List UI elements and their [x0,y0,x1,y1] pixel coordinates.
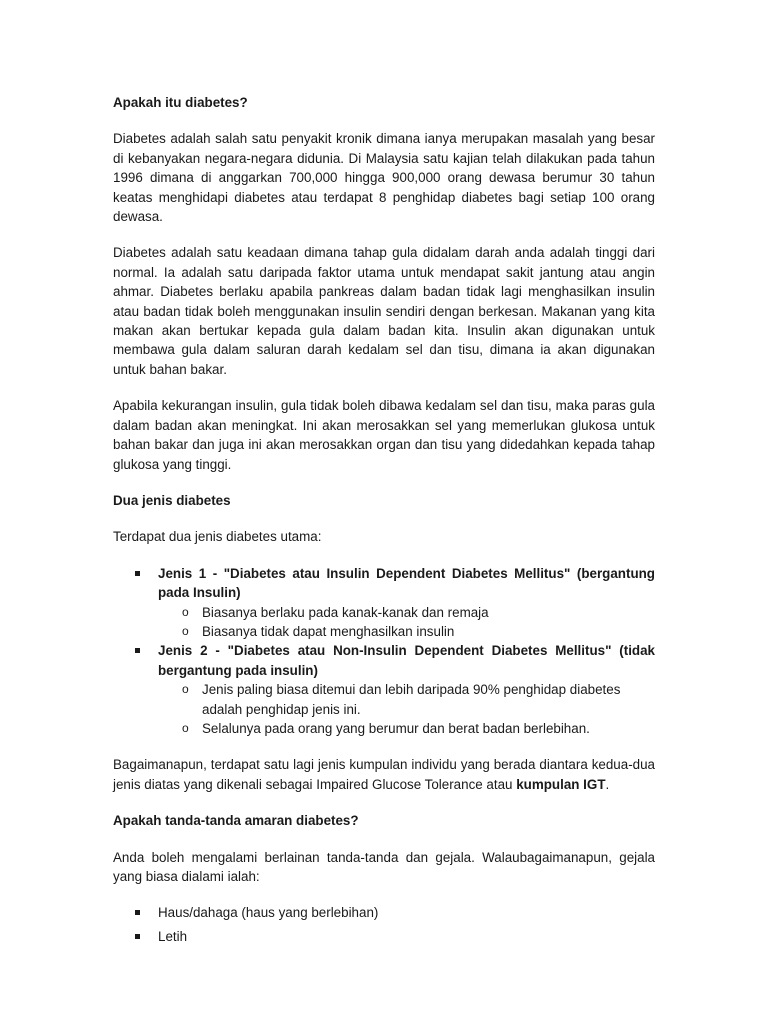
paragraph-igt [113,755,655,794]
list-item [158,680,655,719]
type-2-point-2: Selalunya pada orang yang berumur dan berat badan berlebihan. [202,720,590,736]
igt-end: . [605,776,610,792]
square-bullet-icon [135,648,140,653]
symptoms-list [113,903,655,946]
circle-bullet-icon: o [182,604,189,619]
list-item [113,927,655,946]
circle-bullet-icon: o [182,682,189,697]
list-item-type-1 [113,564,655,642]
symptom-1: Haus/dahaga (haus yang berlebihan) [158,905,379,921]
section-heading-two-types: Dua jenis diabetes [113,492,231,508]
type-2-point-1: Jenis paling biasa ditemui dan lebih daripada 90% penghidap diabetes adalah penghidap jenis ini. [202,682,621,717]
type-1-point-1: Biasanya berlaku pada kanak-kanak dan remaja [202,604,489,620]
document-page [113,93,655,950]
list-item [158,622,655,641]
paragraph-intro: Diabetes adalah salah satu penyakit kronik dimana ianya merupakan masalah yang besar di kebanyakan negara-negara didunia. Di Malaysia satu kajian telah dilakukan pada tahun 1996 dimana di anggarkan 700,000 hingga 900,000 orang dewasa berumur 30 tahun keatas menghidapi diabetes atau terdapat 8 penghidap diabetes bagi setiap 100 orang dewasa. [113,131,655,225]
square-bullet-icon [135,934,140,939]
igt-text: Bagaimanapun, terdapat satu lagi jenis kumpulan individu yang berada diantara kedua-dua jenis diatas yang dikenali sebagai Impaired Glucose Tolerance atau [113,757,655,792]
type-1-title: Jenis 1 - "Diabetes atau Insulin Dependent Diabetes Mellitus" (bergantung pada Insulin) [158,565,655,601]
circle-bullet-icon: o [182,623,189,638]
type-1-point-2: Biasanya tidak dapat menghasilkan insulin [202,623,455,639]
paragraph-insulin-deficiency: Apabila kekurangan insulin, gula tidak boleh dibawa kedalam sel dan tisu, maka paras gula dalam badan akan meningkat. Ini akan merosakkan sel yang memerlukan glukosa untuk bahan bakar dan juga ini akan merosakkan organ dan tisu yang didedahkan kepada tahap glukosa yang tinggi. [113,398,655,472]
list-item [158,603,655,622]
square-bullet-icon [135,910,140,915]
list-item [113,903,655,922]
type-2-title: Jenis 2 - "Diabetes atau Non-Insulin Dependent Diabetes Mellitus" (tidak bergantung pada insulin) [158,643,655,678]
circle-bullet-icon: o [182,720,189,735]
section-heading-warning-signs: Apakah tanda-tanda amaran diabetes? [113,813,359,829]
type-2-points [158,680,655,738]
symptom-2: Letih [158,928,188,944]
type-1-points [158,603,655,642]
paragraph-definition: Diabetes adalah satu keadaan dimana tahap gula didalam darah anda adalah tinggi dari normal. Ia adalah satu daripada faktor utama untuk mendapat sakit jantung atau angin ahmar. Diabetes berlaku apabila pankreas dalam badan tidak lagi menghasilkan insulin atau badan tidak boleh menggunakan insulin sendiri dengan berkesan. Makanan yang kita makan akan bertukar kepada gula dalam badan kita. Insulin akan digunakan untuk membawa gula dalam saluran darah kedalam sel dan tisu, dimana ia akan digunakan untuk bahan bakar. [113,245,655,377]
paragraph-symptoms-intro: Anda boleh mengalami berlainan tanda-tanda dan gejala. Walaubagaimanapun, gejala yang biasa dialami ialah: [113,849,655,884]
section-heading-what-is-diabetes: Apakah itu diabetes? [113,95,248,110]
igt-bold-term: kumpulan IGT [516,776,606,792]
list-item [158,719,655,738]
list-item-type-2 [113,641,655,738]
square-bullet-icon [135,571,140,576]
paragraph-types-intro: Terdapat dua jenis diabetes utama: [113,529,322,545]
diabetes-types-list [113,564,655,739]
